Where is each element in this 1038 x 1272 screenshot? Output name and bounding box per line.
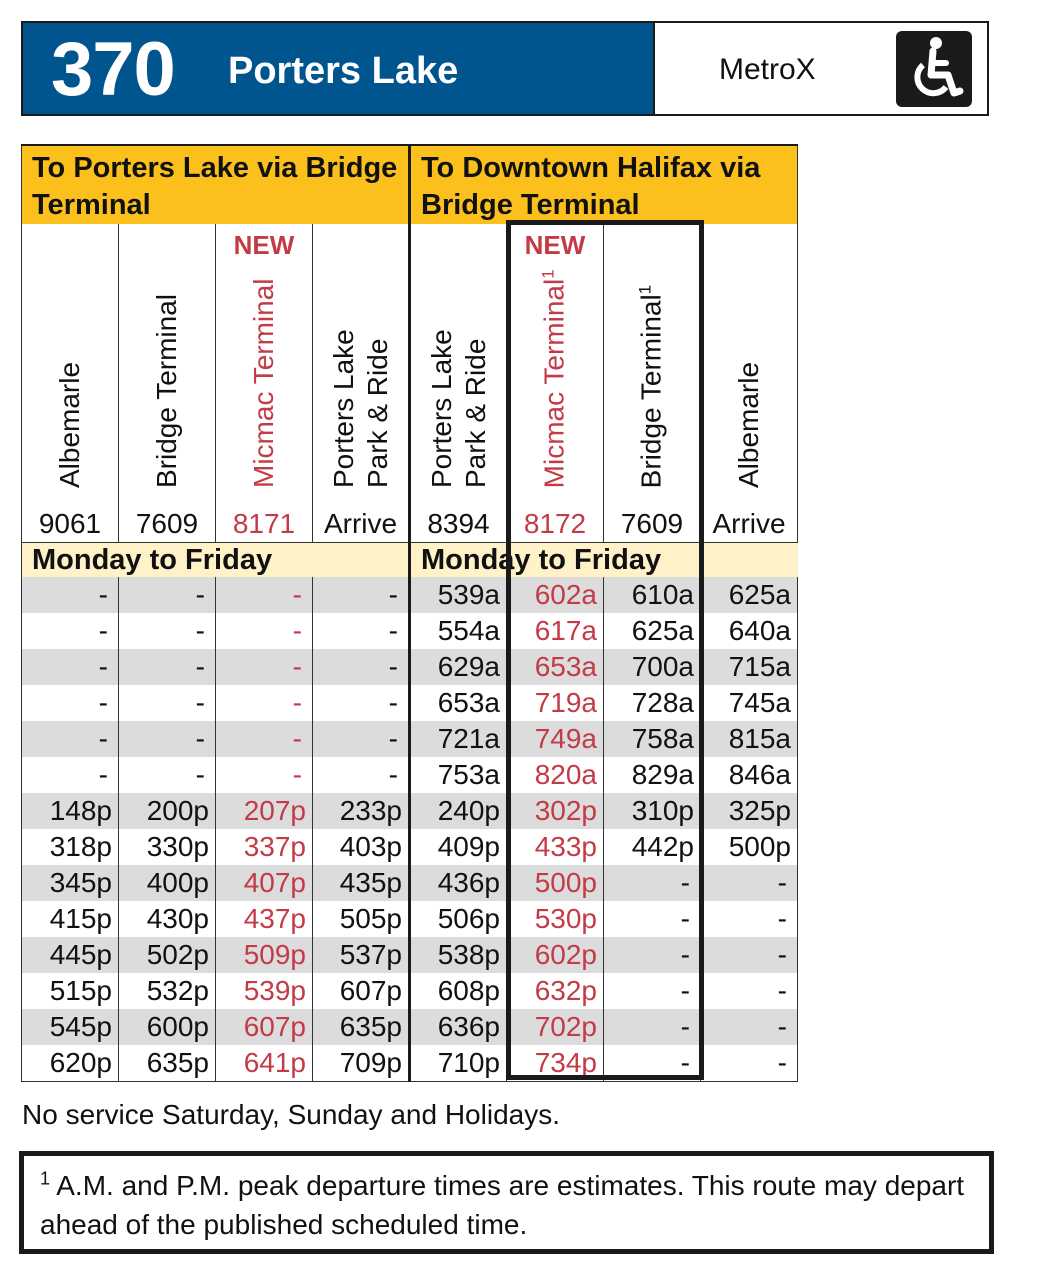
time-cell: 442p (604, 829, 701, 865)
stop-header (313, 224, 410, 543)
time-cell: 505p (313, 901, 410, 937)
stop-name (150, 294, 184, 488)
time-cell: 545p (22, 1009, 119, 1045)
time-cell: 632p (507, 973, 604, 1009)
time-cell: 330p (119, 829, 216, 865)
time-cell: - (604, 937, 701, 973)
time-cell: 318p (22, 829, 119, 865)
time-cell: 846a (701, 757, 798, 793)
time-cell: 530p (507, 901, 604, 937)
time-row (22, 973, 798, 1009)
time-cell: 415p (22, 901, 119, 937)
stop-code: 9061 (38, 508, 102, 539)
time-cell: - (216, 577, 313, 613)
time-cell: 539a (410, 577, 507, 613)
time-cell: 829a (604, 757, 701, 793)
time-cell: - (313, 685, 410, 721)
time-cell: 607p (313, 973, 410, 1009)
time-cell: - (313, 721, 410, 757)
time-cell: - (216, 649, 313, 685)
stop-code: Arrive (712, 508, 786, 539)
wheelchair-icon (896, 31, 972, 107)
direction-title: To Downtown Halifax via Bridge Terminal (410, 145, 798, 224)
time-cell: 532p (119, 973, 216, 1009)
time-cell: - (701, 901, 798, 937)
time-cell: 734p (507, 1045, 604, 1082)
time-cell: 310p (604, 793, 701, 829)
time-cell: - (216, 721, 313, 757)
time-cell: 625a (701, 577, 798, 613)
time-cell: 710p (410, 1045, 507, 1082)
time-cell: 554a (410, 613, 507, 649)
time-cell: 506p (410, 901, 507, 937)
time-cell: - (604, 1009, 701, 1045)
time-cell: - (313, 757, 410, 793)
time-cell: 509p (216, 937, 313, 973)
time-cell: 435p (313, 865, 410, 901)
time-cell: 721a (410, 721, 507, 757)
time-cell: 345p (22, 865, 119, 901)
time-row (22, 721, 798, 757)
time-cell: 602a (507, 577, 604, 613)
stop-name (425, 329, 493, 488)
time-cell: - (701, 1009, 798, 1045)
time-cell: 719a (507, 685, 604, 721)
brand-label: MetroX (719, 53, 816, 86)
time-cell: 500p (507, 865, 604, 901)
stop-footnote-marker: 1 (538, 269, 558, 279)
time-cell: - (216, 685, 313, 721)
new-stop-label: NEW (524, 230, 586, 260)
time-cell: 715a (701, 649, 798, 685)
stop-name-text: Porters Lake Park & Ride (425, 329, 491, 488)
time-cell: 337p (216, 829, 313, 865)
time-cell: 148p (22, 793, 119, 829)
stop-header (604, 224, 701, 543)
time-cell: 407p (216, 865, 313, 901)
time-cell: 625a (604, 613, 701, 649)
time-cell: 653a (410, 685, 507, 721)
time-cell: 433p (507, 829, 604, 865)
direction-title-row (22, 145, 798, 224)
time-cell: 325p (701, 793, 798, 829)
stop-footnote-marker: 1 (635, 284, 655, 294)
time-cell: 607p (216, 1009, 313, 1045)
time-cell: 753a (410, 757, 507, 793)
time-cell: 515p (22, 973, 119, 1009)
time-cell: 200p (119, 793, 216, 829)
time-cell: 620p (22, 1045, 119, 1082)
brand-panel (653, 23, 987, 114)
stop-header-row (22, 224, 798, 543)
route-name: Porters Lake (228, 50, 459, 92)
stop-code: 8394 (427, 508, 490, 539)
stop-name (53, 362, 87, 488)
time-cell: 635p (313, 1009, 410, 1045)
time-cell: 641p (216, 1045, 313, 1082)
time-cell: 617a (507, 613, 604, 649)
route-header (21, 21, 989, 116)
time-cell: - (119, 721, 216, 757)
time-cell: - (119, 613, 216, 649)
footnote-box (19, 1151, 994, 1254)
stop-code: 8172 (523, 508, 587, 539)
stop-code: 7609 (135, 508, 199, 539)
time-cell: 602p (507, 937, 604, 973)
stop-header (507, 224, 604, 543)
time-cell: - (22, 649, 119, 685)
time-cell: 728a (604, 685, 701, 721)
time-row (22, 829, 798, 865)
time-row (22, 901, 798, 937)
time-cell: 302p (507, 793, 604, 829)
stop-name-text: Albemarle (733, 361, 764, 488)
stop-name (629, 285, 669, 489)
time-cell: 537p (313, 937, 410, 973)
time-cell: - (701, 973, 798, 1009)
time-cell: - (119, 685, 216, 721)
stop-name (247, 278, 281, 488)
new-stop-label: NEW (233, 230, 295, 260)
time-cell: - (119, 649, 216, 685)
service-note: No service Saturday, Sunday and Holidays. (22, 1099, 560, 1130)
time-cell: 437p (216, 901, 313, 937)
stop-code: Arrive (323, 508, 398, 539)
time-cell: 500p (701, 829, 798, 865)
stop-code: 7609 (620, 508, 684, 539)
time-cell: 629a (410, 649, 507, 685)
time-row (22, 1045, 798, 1082)
time-cell: 702p (507, 1009, 604, 1045)
time-cell: - (701, 1045, 798, 1082)
stop-name (732, 362, 766, 488)
time-row (22, 793, 798, 829)
time-cell: 502p (119, 937, 216, 973)
time-cell: - (701, 865, 798, 901)
time-cell: - (119, 577, 216, 613)
time-cell: 430p (119, 901, 216, 937)
time-cell: 240p (410, 793, 507, 829)
time-cell: - (313, 613, 410, 649)
time-cell: - (216, 613, 313, 649)
direction-title: To Porters Lake via Bridge Terminal (22, 145, 410, 224)
time-row (22, 1009, 798, 1045)
time-cell: 403p (313, 829, 410, 865)
time-cell: 207p (216, 793, 313, 829)
stop-name-text: Bridge Terminal (636, 293, 667, 488)
time-cell: 400p (119, 865, 216, 901)
time-cell: 635p (119, 1045, 216, 1082)
time-cell: - (22, 685, 119, 721)
time-cell: 539p (216, 973, 313, 1009)
stop-header (410, 224, 507, 543)
time-cell: 820a (507, 757, 604, 793)
time-cell: 745a (701, 685, 798, 721)
stop-name-text: Bridge Terminal (151, 293, 182, 488)
time-cell: 538p (410, 937, 507, 973)
time-row (22, 757, 798, 793)
stop-header (119, 224, 216, 543)
time-cell: 636p (410, 1009, 507, 1045)
time-cell: 233p (313, 793, 410, 829)
time-row (22, 937, 798, 973)
time-row (22, 685, 798, 721)
time-cell: - (22, 613, 119, 649)
time-cell: - (604, 1045, 701, 1082)
day-label: Monday to Friday (410, 543, 798, 578)
time-cell: 709p (313, 1045, 410, 1082)
time-cell: 445p (22, 937, 119, 973)
time-cell: - (313, 649, 410, 685)
time-cell: 608p (410, 973, 507, 1009)
time-row (22, 865, 798, 901)
stop-header (22, 224, 119, 543)
stop-header (216, 224, 313, 543)
time-cell: 610a (604, 577, 701, 613)
stop-name-text: Micmac Terminal (539, 278, 570, 488)
time-cell: 749a (507, 721, 604, 757)
stop-name-text: Porters Lake Park & Ride (327, 329, 393, 488)
footnote-text: A.M. and P.M. peak departure times are estimates. This route may depart ahead of the published scheduled time. (40, 1170, 965, 1240)
time-row (22, 649, 798, 685)
stop-name-text: Micmac Terminal (248, 278, 279, 488)
time-cell: 758a (604, 721, 701, 757)
route-number: 370 (51, 27, 175, 112)
time-cell: - (22, 757, 119, 793)
time-row (22, 613, 798, 649)
day-band-row (22, 543, 798, 578)
time-cell: - (22, 577, 119, 613)
time-cell: - (119, 757, 216, 793)
stop-name-text: Albemarle (54, 361, 85, 488)
time-cell: 600p (119, 1009, 216, 1045)
route-title-bar (23, 23, 653, 114)
time-cell: - (216, 757, 313, 793)
time-cell: 409p (410, 829, 507, 865)
time-cell: - (313, 577, 410, 613)
time-cell: 815a (701, 721, 798, 757)
stop-name (327, 329, 395, 488)
schedule-table (21, 144, 798, 1082)
time-cell: 640a (701, 613, 798, 649)
time-cell: - (22, 721, 119, 757)
time-cell: - (604, 973, 701, 1009)
day-label: Monday to Friday (22, 543, 410, 578)
stop-name (532, 269, 572, 488)
time-cell: - (701, 937, 798, 973)
time-cell: 700a (604, 649, 701, 685)
stop-code: 8171 (232, 508, 296, 539)
time-cell: - (604, 901, 701, 937)
footnote-marker: 1 (40, 1168, 51, 1189)
stop-header (701, 224, 798, 543)
time-cell: - (604, 865, 701, 901)
time-cell: 653a (507, 649, 604, 685)
time-row (22, 577, 798, 613)
time-cell: 436p (410, 865, 507, 901)
